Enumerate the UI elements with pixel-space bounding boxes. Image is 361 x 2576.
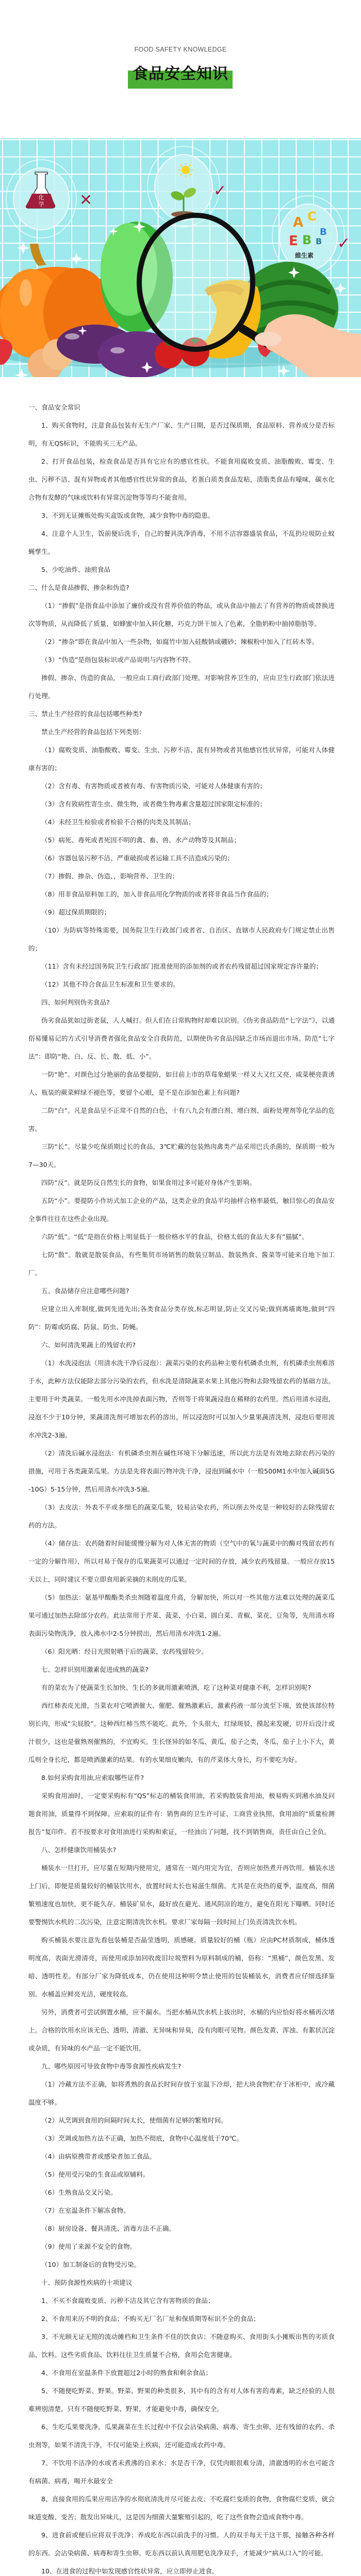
article-paragraph: （5）使用受污染的生食品或原辅料。 (41, 2171, 150, 2178)
article-paragraph: 伪劣食品犹如过街老鼠，人人喊打。但人们在日常购物时却难以识别。《伪劣食品防范“七字法”》，以通俗易懂易记的方式引导消费者强化食品安全自我防范，以期使伪劣食品因缺乏市场而退出市场。防范“七字法”：即防“艳、白、反、长、散、低、小”。 (28, 1016, 335, 1060)
article-paragraph: （1）水洗浸泡法（用清水洗干净后浸泡）：蔬菜污染的农药品种主要有机磷杀虫剂，有机磷杀虫剂难溶于水，此种方法仅能除去部分污染的农药，但水洗是清除蔬菜水果上其他污物和去除残留农药的基础方法。主要用于叶类蔬菜。一般先用水冲洗掉表面污物，否则等于将果蔬浸泡在稀释的农药里。然后用清水浸泡，浸泡不少于10分钟，果蔬清洗剂可增加农药的溶出，所以浸泡时可以加入少量果蔬清洗剂，浸泡后要用流水冲洗2-3遍。 (28, 1359, 335, 1439)
page-header (0, 0, 361, 138)
article-paragraph: 禁止生产经营的食品包括下列类别： (41, 728, 145, 736)
section-heading: 六、如何清洗果蔬上的残留农药? (41, 1341, 136, 1349)
check-mark-icon: ✓ (214, 182, 227, 200)
section-heading: 三、禁止生产经营的食品包括哪些种类? (28, 710, 142, 718)
chemistry-bubble (6, 160, 76, 238)
article-paragraph: 掺假、掺杂、伪造的食品，一般应由工商行政部门处理。对影响营养卫生的，应由卫生行政部门依法进行处理。 (28, 674, 335, 700)
article-paragraph: （1）“掺假”是指食品中添加了廉价或没有营养价值的物品，或从食品中抽去了有营养的物质或替换进次等物质，从而降低了质量，如蜂蜜中加入转化糖，巧克力饼干加入了色素，全脂奶粉中抽掉脂肪等。 (28, 602, 335, 628)
article-paragraph: （3）去皮法：外表不平或多细毛的蔬菜瓜果，较易沾染农药，所以削去外皮是一种较好的去除残留农药的方法。 (28, 1503, 335, 1529)
flask-label-1: 化 (38, 194, 44, 201)
section-heading: 五、食品储存应注意哪些问题? (41, 1287, 129, 1295)
section-heading: 十、预防食源性疾病的十项建议 (41, 2279, 133, 2286)
magnifying-glass-icon (139, 215, 268, 349)
cross-mark-icon: ✕ (79, 191, 93, 209)
section-heading: 二、什么是食品掺假、掺杂和伪造? (28, 584, 129, 591)
article-paragraph: 有的菜农为了使蔬菜生长加快、生长的多就用激素喷洒，吃了这种菜对健康不利，怎样识别呢? (41, 1684, 311, 1691)
section-heading: 八、怎样健康饮用桶装水? (41, 1846, 117, 1854)
article-paragraph: 三防“长”。尽量少吃保质期过长的食品，3℃贮藏的包装熟肉禽类产品采用巴氏杀菌的，保质期一般为7—30天。 (28, 1143, 335, 1168)
article-paragraph: （1）腐败变质、油脂酸败、霉变、生虫、污秽不洁、混有异物或者其他感官性状异常，可能对人体健康有害的； (28, 746, 335, 772)
check-mark-icon: ✓ (337, 234, 351, 252)
article-paragraph: 8、直接食用的瓜果应用洁净的水彻底清洗并尽可能去皮；不吃腐烂变质的食物，食物腐烂变质，就会味道变酸、变苦；散发出异味儿，这是因为细菌大量繁殖引起的，吃了这些食物会造成食物中毒。 (28, 2495, 335, 2521)
article-paragraph: 4、不食用在室温条件下放置超过2小时的熟食和剩余食品； (41, 2369, 212, 2377)
article-paragraph: （2）清洗后碱水浸泡法：有机磷杀虫剂在碱性环境下分解迅速，所以此方法是有效地去除农药污染的措施，可用于各类蔬菜瓜果。方法是先将表面污物冲洗干净，浸泡到碱水中（一般500M1水中加入碱面5G-10G）5-15分钟，然后用清水冲洗3-5遍。 (28, 1449, 335, 1493)
article-paragraph: 一防“艳”。对颜色过分艳丽的食品要提防，如目前上市的草莓象蜡果一样又大又红又亮、咸菜梗亮黄诱人、瓶装的蕨菜鲜绿不褪色等，要留个心眼，是不是在添加色素上有问题? (28, 1071, 335, 1096)
vitamin-letter-b1: B (316, 236, 322, 246)
article-paragraph: （9）超过保质期限的； (41, 908, 110, 916)
article-paragraph: 四防“反”。就是防反自然生长的食物，如果食用过多可能对身体产生影响。 (41, 1179, 256, 1187)
article-paragraph: （2）含有毒、有害物质或者被有毒、有害物质污染，可能对人体健康有害的； (41, 782, 267, 790)
hand-illustration (255, 314, 361, 377)
article-paragraph: （10）为防病等特殊需要，国务院卫生行政部门或者省、自治区、直辖市人民政府专门规定禁止出售的； (28, 926, 335, 952)
article-paragraph: 六防“低”。“低”是指在价格上明显低于一般价格水平的食品，价格太低的食品大多有“猫腻”。 (41, 1233, 308, 1241)
section-heading: 四、如何判别伪劣食品? (41, 998, 110, 1006)
vitamin-letter-c: C (307, 209, 317, 224)
article-paragraph: （12）其他不符合食品卫生标准和卫生要求的。 (41, 980, 179, 988)
article-paragraph: 购买桶装水要注意先看包装桶是否晶莹透明，质感硬。质量较好的桶（瓶）应由PC材质制成，桶体透明度高，表面光滑清亮，而使用或添加回收废旧垃圾塑料为原料制成的桶，俗称：“黑桶”，颜色发黑、发暗、透明性差。有部分厂家为降低成本，仍在使用这种明令禁止使用的包装桶装水，消费者应仔细选择鉴别。水桶盖应鲜亮光洁，硬度较高。 (28, 1936, 335, 1998)
article-paragraph: （3）含有致病性寄生虫、微生物，或者微生物毒素含量超过国家限定标准的； (41, 800, 267, 808)
article-paragraph: 2、不食用来历不明的食品；不购买无厂名厂址和保质期等标识不全的食品； (41, 2315, 260, 2323)
article-paragraph: （5）加热法：氨基甲酸酯类杀虫剂随着温度升高，分解加快，所以对一些其他方法难以处理的蔬菜瓜果可通过加热去除部分农药。此法常用于芹菜、菠菜、小白菜、圆白菜、青椒、菜花、豆角等，先用清水将表面污染物洗净，放入沸水中2-5分钟捞出，然后用清水冲洗1-2遍。 (28, 1594, 335, 1637)
article-paragraph: 1、不买不食腐败变质、污秽不洁及其它含有害物质的食品； (41, 2297, 215, 2304)
article-paragraph: 3、不光顾无证无照的流动摊档和卫生条件不佳的饮食店；不随意购买、食用街头小摊贩出售的劣质食品、饮料。这些劣质食品、饮料往往卫生质量不合格，食用会危害健康。 (28, 2333, 335, 2359)
section-heading: 七、怎样识别用激素促进成熟的蔬菜? (41, 1666, 149, 1673)
article-paragraph: 5、少吃油炸、油煎食品 (41, 566, 110, 573)
article-paragraph: （6）生熟食品交叉污染。 (41, 2189, 117, 2196)
flask-label-2: 学 (38, 201, 44, 208)
article-paragraph: （8）用非食品原料加工的，加入非食品用化学物质的或者将非食品当作食品的； (41, 890, 273, 898)
article-paragraph: （8）厨房设备、餐具清洗、消毒方法不正确。 (41, 2225, 175, 2232)
article-paragraph: （4）储存法：农药随着时间能缓慢分解为对人体无害的物质（空气中的氧与蔬菜中的酶对残留农药有一定的分解作用），所以对易于保存的瓜果蔬菜可以通过一定时间的存放，减少农药残留量。一般应存放15天以上，同时建议不要立即食用新采摘的未削皮的瓜果。 (28, 1539, 335, 1583)
article-paragraph: （3）“伪造”是指包装标识或产品说明与内容物不符。 (41, 656, 195, 664)
section-heading: 九、哪些原因可导致食物中毒等食源性疾病发生? (41, 2062, 182, 2070)
article-paragraph: （1）冷藏方法不正确，如将煮熟的食品长时间存放于室温下冷却，把大块食物贮存于冰柜中，或冷藏温度不够。 (28, 2080, 335, 2106)
article-paragraph: （4）由病原携带者或感染者加工食品。 (41, 2153, 156, 2160)
article-paragraph: （5）病死、毒死或者死因不明的禽、畜、兽、水产动物等及其制品； (41, 836, 240, 844)
article-paragraph: 1、购买食物时，注意食品包装有无生产厂家、生产日期，是否过保质期，食品原料、营养成分是否标明，有无QS标识，不能购买三无产品。 (28, 421, 335, 447)
article-paragraph: 桶装水一旦打开，应尽量在短期内使用完，通常在一周内用完为宜，否则应加热煮开再饮用。桶装水送上门后，即便是质量较好的桶装饮用水，放置时间太长也易滋生细菌。尤其是在炎热的夏季，温度高，细菌繁殖速度也加快，更不能久存。桶装矿泉水，最好放在避光、通风阴凉的地方，避免在阳光下曝晒。同时还要警惕饮水机的二次污染，注意定期清洗饮水机。要求厂家每隔一段时间上门负责清洗饮水机。 (28, 1864, 335, 1926)
hero-artwork (0, 138, 361, 377)
article-paragraph: 7、不饮用不洁净的水或者未煮沸的自来水；水是否干净，仅凭肉眼很难分清，清澈透明的水也可能含有病菌、病毒，喝开水最安全 (28, 2459, 335, 2485)
article-paragraph: （4）未经卫生检验或者检验不合格的肉类及其制品； (41, 818, 195, 826)
article-paragraph: 2、打开食品包装，检查食品是否具有它应有的感官性状。不能食用腐败变质、油脂酸败、霉变、生虫、污秽不洁、混有异物或者其他感官性状异常的食品，若蛋白质类食品发粘，渍脂类食品有嚎味，碳水化合物有发酵的气味或饮料有异常沉淀物等等均不能食用。 (28, 457, 335, 501)
article-paragraph: 9、进食前或便后应将双手洗净；养成吃东西以前洗手的习惯。人的双手每天干这干那，接触各种各样的东西。会沾染病菌、病毒和寄生虫卵。吃东西以前认真用肥皂洗净双手，才能减少“病从口入”的可能。 (28, 2531, 335, 2557)
article-body (28, 398, 335, 2576)
article-paragraph: （7）在室温条件下解冻食物。 (41, 2207, 130, 2214)
article-paragraph: （9）使用了来源不安全的食物。 (41, 2243, 137, 2250)
article-paragraph: （6）阳光晒：经日光照射晒干后的蔬菜，农药残留较少。 (41, 1648, 208, 1655)
vitamin-label: 維生素 (294, 252, 314, 259)
vitamin-letter-b: B (320, 227, 327, 238)
article-paragraph: 4、注意个人卫生，饭前便后洗手，自己的餐具洗净消毒，不用不洁容器盛装食品，不乱扔垃圾防止蚊蝇孳生。 (28, 530, 335, 555)
article-paragraph: 七防“散”。散就是散装食品，有些集贸市场销售的散装豆制品、散装熟食、酱菜等可能来自地下加工厂。 (28, 1251, 335, 1277)
section-heading: 8.如何采购食用油,应索取哪些证件? (41, 1774, 144, 1782)
article-paragraph: （6）容器包装污秽不洁、严重破损或者运输工具不洁造成污染的； (41, 854, 234, 862)
vitamin-letter-b-large: E (289, 233, 298, 249)
page-title: 食品安全知识 (133, 65, 228, 83)
section-heading: 一、食品安全常识 (28, 403, 80, 411)
article-paragraph: （3）烹调或加热方法不正确，加热不彻底，食物中心温度低于70℃。 (41, 2134, 243, 2142)
hero-illustration (0, 138, 361, 377)
article-paragraph: （7）掺假、掺杂、伪造、，影响营养、卫生的； (41, 872, 179, 880)
article-paragraph: （2）从烹调到食用的间隔时间太长，使细菌有足够的繁殖时间。 (41, 2116, 227, 2124)
article-paragraph: （10）加工制备后的食物受污染。 (41, 2261, 141, 2268)
article-paragraph: 5、不随便吃野菜、野果。野菜、野果的种类很多，其中有的含有对人体有害的毒素，缺乏经验的人很难辨别清楚，只有不随便吃野菜、野果，才能避免中毒，确保安全。 (28, 2387, 335, 2413)
article-paragraph: 西红柿表皮光滑，当菜农对它喷洒催大、催肥、催熟激素后，激素药液一部分流至下端，致使该部位特别长肉，形成“尖屁股”。这种西红柿当然不能吃。此外，个头很大，红绿斑驳，摸起来发硬，切开后没汁或汁很少，这也是催熟剂催熟的，不宜购买。生长怪异的如冬瓜、黄瓜、茄子之类，冬瓜、茄子上小下大，黄瓜则全身长坨，都是喷洒激素的结果。有的水果细皮嫩肉，有的芹菜体大身长，均不要吃为好。 (28, 1702, 335, 1764)
vitamin-letter-e: B (302, 233, 312, 247)
article-paragraph: 10、在进食的过程中如发现感官性状异常，应立即停止进食。 (41, 2567, 219, 2575)
article-paragraph: 6、生吃瓜果要洗净。瓜果蔬菜在生长过程中不仅会沾染病菌、病毒、寄生虫卵，还有残留的农药、杀虫剂等，如果不清洗干净，不仅可能染上疾病，还可能造成农药中毒。 (28, 2423, 335, 2449)
article-paragraph: （11）含有未经过国务院卫生行政部门批准使用的添加剂的或者农药残留超过国家规定容许量的； (41, 962, 322, 970)
article-paragraph: 采购食用油时，一定要采购标有“QS”标志的桶装食用油，若采购散装食用油，极易购买到潲水油及问题食用油，质量得不到保障。应索取的证件有：销售商的卫生许可证、工商营业执照、食用油的“质量检测报告”复印件。若不按要求对食用油进行采购和索证，一经油出了问题，找不到销售商，责任由自己全负。 (28, 1792, 335, 1836)
article-paragraph: 3、不到无证摊贩处购买盒饭或食物，减少食物中毒的隐患。 (41, 512, 215, 519)
article-paragraph: 应建立出入库制度,做到先进先出;各类食品分类存放,标志明显,防止交叉污染;做到离墙离地,做到“四防”：防霉或防腐、防鼠、防虫、防蝇。 (28, 1305, 335, 1331)
header-eyebrow: FOOD SAFETY KNOWLEDGE (134, 46, 227, 53)
vitamin-letter-a: A (293, 215, 304, 230)
article-paragraph: 另外，消费者可尝试倒置水桶，应不漏水。当把水桶从饮水机上拔出时，水桶的内应恰好将水桶再次堵上。合格的饮用水应该无色、透明、清澈、无异味和异臭，没有肉眼可见物。颜色发黄、浑浊、有絮状沉淀或杂质，有异味的水产品一定不能饮用。 (28, 2008, 335, 2052)
article-paragraph: 五防“小”。要提防小作坊式加工企业的产品，这类企业的食品平均抽样合格率最低，触目惊心的食品安全事件往往在这些企业出现。 (28, 1197, 335, 1223)
article-paragraph: 二防“白”。凡是食品呈不正常不自然的白色，十有八九会有漂白剂、增白剂、面粉处理剂等化学品的危害。 (28, 1107, 335, 1132)
article-paragraph: （2）“掺杂”即在食品中加入一些杂物，如腐竹中加入硅酸钠或硼砂；辣椒粉中加入了红砖木等。 (41, 638, 319, 646)
